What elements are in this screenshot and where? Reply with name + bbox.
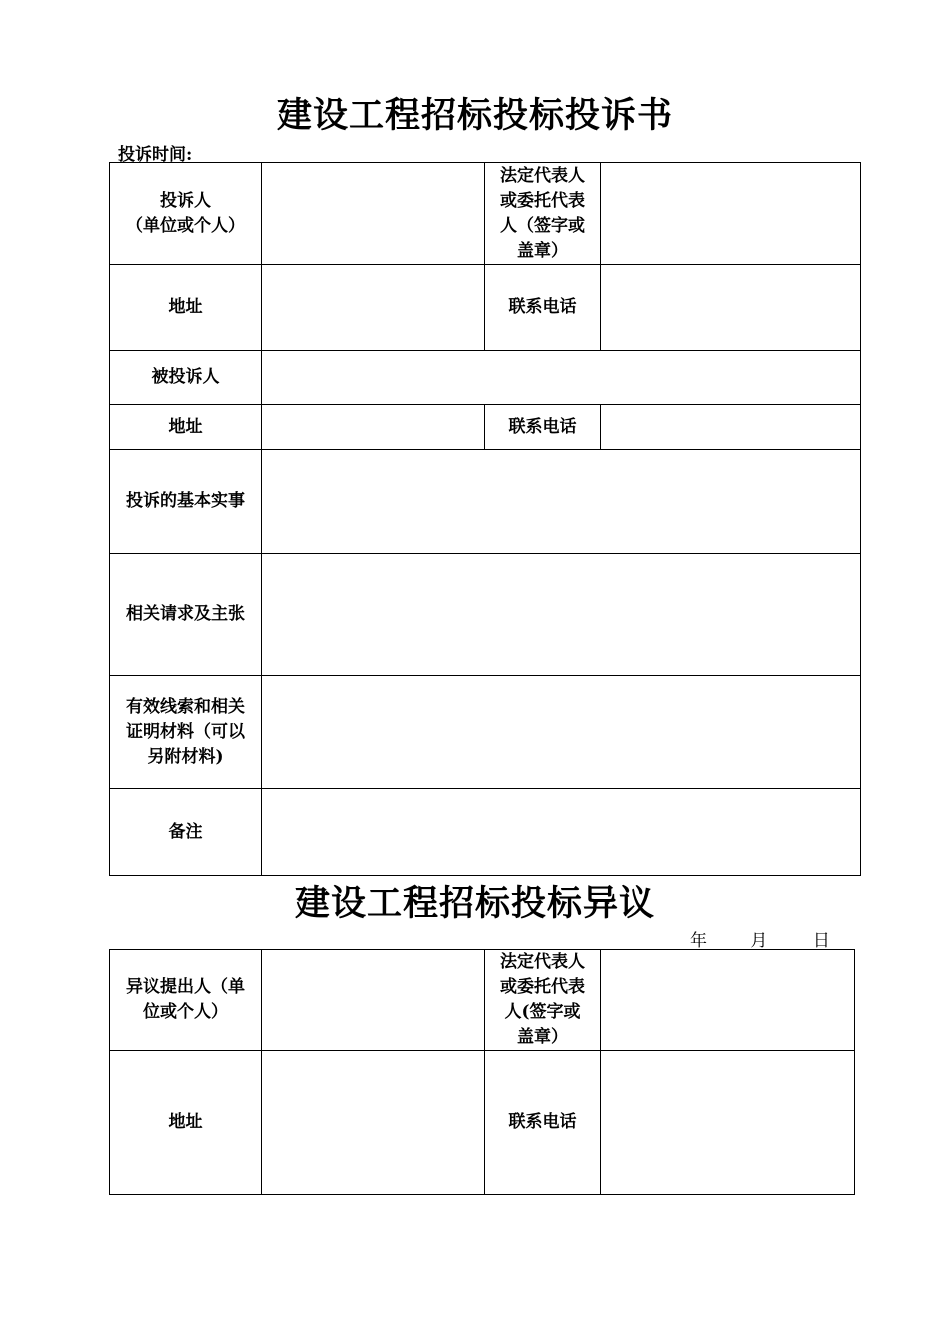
objector-row <box>110 950 855 1051</box>
respondent-address-row <box>110 405 861 450</box>
legal-rep-line4: 盖章） <box>517 240 568 261</box>
evidence-label-line3: 另附材料) <box>147 746 224 767</box>
respondent-label: 被投诉人 <box>110 351 262 405</box>
objection-address-input-cell[interactable] <box>262 1051 485 1195</box>
complaint-form-table <box>109 162 861 876</box>
legal-rep-line2: 或委托代表 <box>500 190 585 211</box>
objection-legal-rep-line3: 人(签字或 <box>504 1002 581 1022</box>
month-label: 月 <box>750 931 768 951</box>
respondent-phone-input-cell[interactable] <box>601 405 861 450</box>
objection-address-row <box>110 1051 855 1195</box>
complainant-label-line2: （单位或个人） <box>126 215 245 236</box>
objector-label <box>110 950 262 1051</box>
complainant-label-line1: 投诉人 <box>160 190 211 211</box>
respondent-phone-label: 联系电话 <box>485 405 601 450</box>
objection-legal-rep-signature-cell[interactable] <box>601 950 855 1051</box>
requests-label: 相关请求及主张 <box>110 554 262 676</box>
complainant-row <box>110 163 861 265</box>
remarks-row <box>110 789 861 876</box>
objector-label-line1: 异议提出人（单 <box>126 977 245 997</box>
phone-label: 联系电话 <box>485 265 601 351</box>
basic-facts-row <box>110 450 861 554</box>
complaint-time-label: 投诉时间: <box>118 145 193 165</box>
respondent-row <box>110 351 861 405</box>
objection-legal-rep-line4: 盖章） <box>517 1027 568 1047</box>
address-label: 地址 <box>110 265 262 351</box>
complaint-form-title: 建设工程招标投标投诉书 <box>276 95 673 136</box>
legal-rep-line3: 人（签字或 <box>500 215 585 236</box>
objection-form-title: 建设工程招标投标异议 <box>294 883 655 924</box>
objection-legal-rep-line1: 法定代表人 <box>500 952 585 972</box>
evidence-row <box>110 676 861 789</box>
day-label: 日 <box>812 931 830 951</box>
legal-rep-signature-cell[interactable] <box>601 163 861 265</box>
complainant-input-cell[interactable] <box>262 163 485 265</box>
respondent-address-input-cell[interactable] <box>262 405 485 450</box>
evidence-label <box>110 676 262 789</box>
objector-input-cell[interactable] <box>262 950 485 1051</box>
year-label: 年 <box>690 931 707 951</box>
requests-row <box>110 554 861 676</box>
remarks-label: 备注 <box>110 789 262 876</box>
respondent-address-label: 地址 <box>110 405 262 450</box>
basic-facts-label: 投诉的基本实事 <box>110 450 262 554</box>
objection-legal-rep-label <box>485 950 601 1051</box>
evidence-input-cell[interactable] <box>262 676 861 789</box>
objection-phone-label: 联系电话 <box>485 1051 601 1195</box>
objection-date-line <box>690 926 830 951</box>
remarks-input-cell[interactable] <box>262 789 861 876</box>
legal-rep-label <box>485 163 601 265</box>
evidence-label-line2: 证明材料（可以 <box>126 721 245 742</box>
objection-address-label: 地址 <box>110 1051 262 1195</box>
respondent-input-cell[interactable] <box>262 351 861 405</box>
complainant-label <box>110 163 262 265</box>
basic-facts-input-cell[interactable] <box>262 450 861 554</box>
legal-rep-line1: 法定代表人 <box>500 165 585 186</box>
complainant-address-row <box>110 265 861 351</box>
objection-legal-rep-line2: 或委托代表 <box>500 977 585 997</box>
address-input-cell[interactable] <box>262 265 485 351</box>
objector-label-line2: 位或个人） <box>143 1002 228 1022</box>
objection-phone-input-cell[interactable] <box>601 1051 855 1195</box>
evidence-label-line1: 有效线索和相关 <box>126 696 245 717</box>
objection-form-table <box>109 949 855 1195</box>
phone-input-cell[interactable] <box>601 265 861 351</box>
requests-input-cell[interactable] <box>262 554 861 676</box>
